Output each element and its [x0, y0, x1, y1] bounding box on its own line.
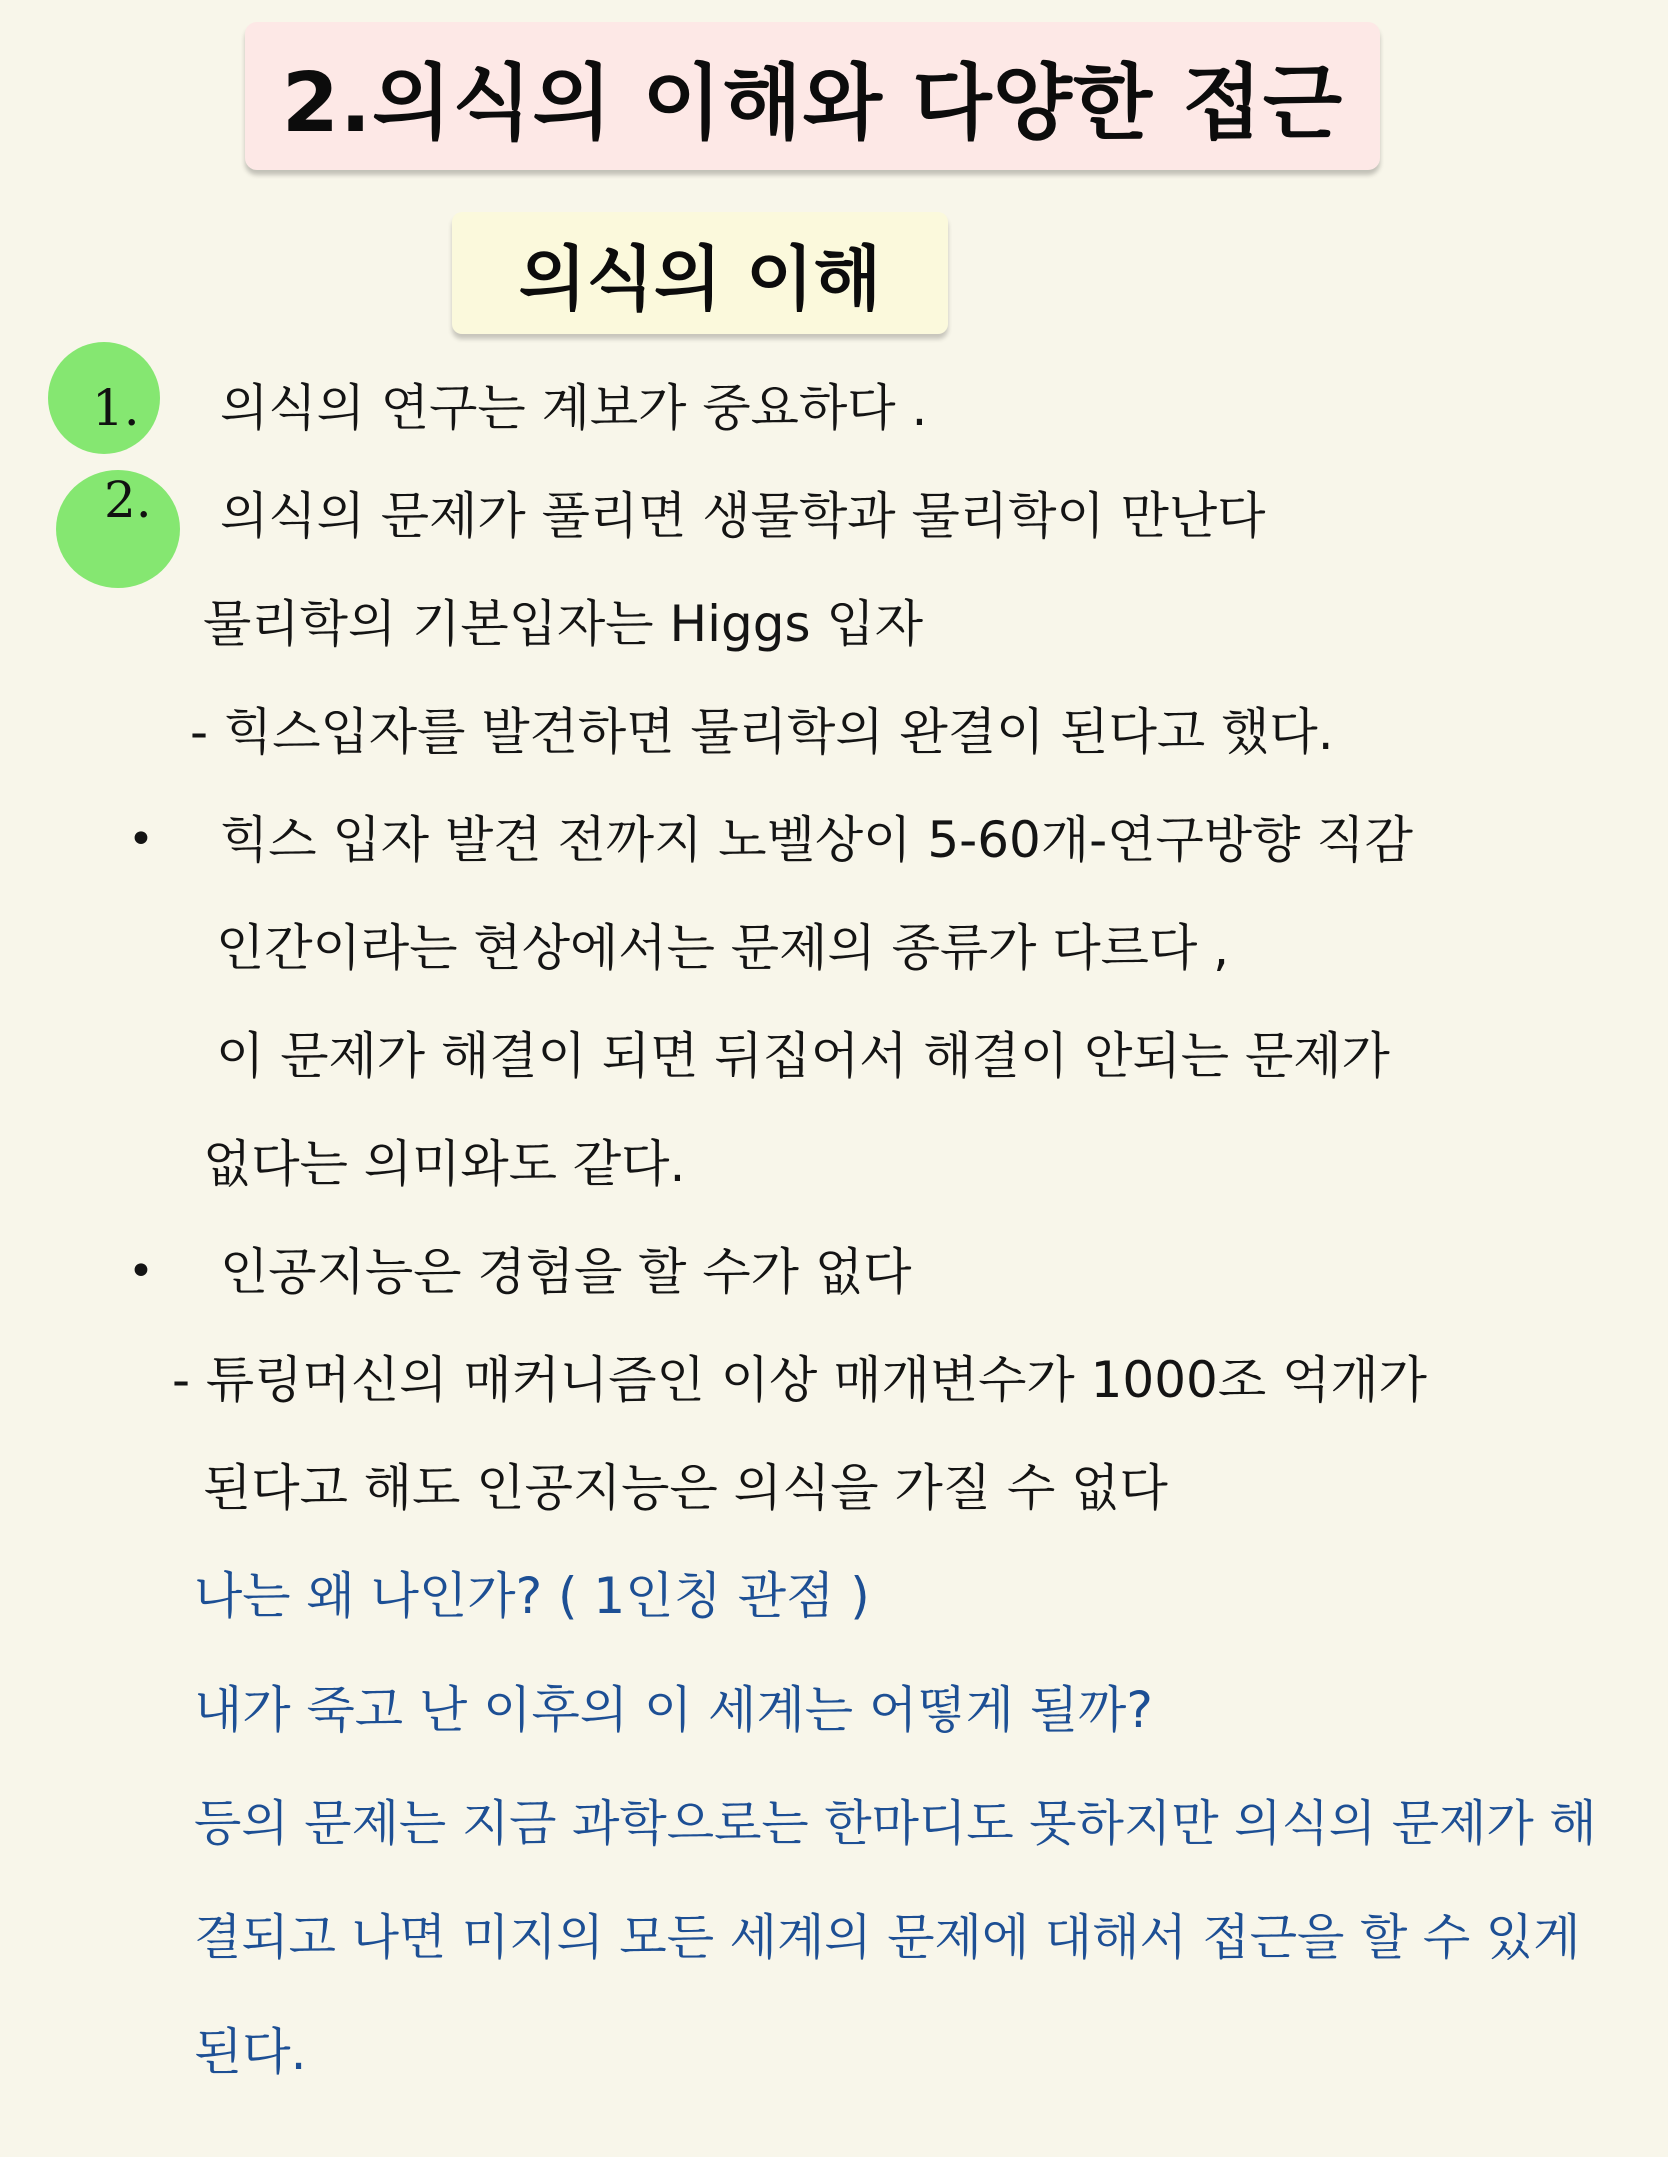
- bullet-2: •: [128, 1246, 154, 1297]
- text-line-5: 힉스 입자 발견 전까지 노벨상이 5-60개-연구방향 직감: [220, 811, 1413, 869]
- text-line-3: 물리학의 기본입자는 Higgs 입자: [203, 595, 923, 653]
- text-line-2: 의식의 문제가 풀리면 생물학과 물리학이 만난다: [220, 487, 1266, 545]
- section-title: 의식의 이해: [452, 212, 948, 334]
- page-title: 2.의식의 이해와 다양한 접근: [245, 22, 1380, 170]
- text-line-9: 인공지능은 경험을 할 수가 없다: [220, 1243, 912, 1301]
- list-number-1: 1.: [92, 379, 140, 437]
- text-line-11: 된다고 해도 인공지능은 의식을 가질 수 없다: [203, 1459, 1168, 1517]
- list-number-2: 2.: [104, 471, 152, 529]
- text-line-16: 된다.: [194, 2023, 307, 2081]
- text-line-12: 나는 왜 나인가? ( 1인칭 관점 ): [194, 1567, 870, 1625]
- text-line-13: 내가 죽고 난 이후의 이 세계는 어떻게 될까?: [194, 1681, 1153, 1739]
- text-line-1: 의식의 연구는 계보가 중요하다 .: [220, 379, 928, 437]
- text-line-14: 등의 문제는 지금 과학으로는 한마디도 못하지만 의식의 문제가 해: [194, 1795, 1597, 1852]
- text-line-8: 없다는 의미와도 같다.: [203, 1135, 686, 1193]
- text-line-6: 인간이라는 현상에서는 문제의 종류가 다르다 ,: [216, 919, 1230, 977]
- text-line-7: 이 문제가 해결이 되면 뒤집어서 해결이 안되는 문제가: [216, 1027, 1390, 1085]
- text-line-10: - 튜링머신의 매커니즘인 이상 매개변수가 1000조 억개가: [172, 1351, 1427, 1409]
- text-line-15: 결되고 나면 미지의 모든 세계의 문제에 대해서 접근을 할 수 있게: [194, 1909, 1581, 1966]
- bullet-1: •: [128, 814, 154, 865]
- text-line-4: - 힉스입자를 발견하면 물리학의 완결이 된다고 했다.: [190, 703, 1334, 761]
